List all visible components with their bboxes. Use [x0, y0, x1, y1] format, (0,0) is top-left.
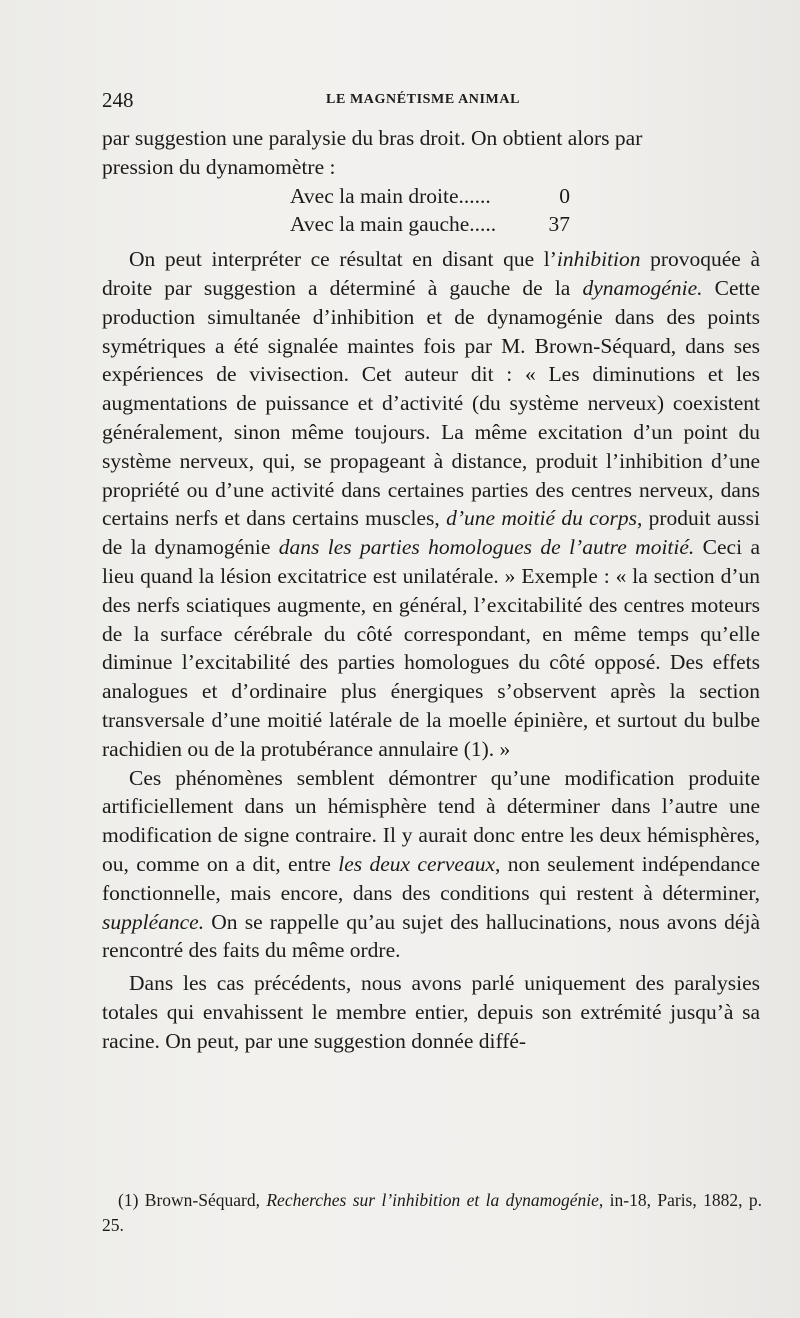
text-line: pression du dynamomètre :: [102, 154, 336, 179]
body-text: [102, 124, 760, 1056]
row-label: Avec la main gauche.....: [290, 212, 497, 237]
row-value: 0: [559, 183, 570, 208]
running-head: LE MAGNÉTISME ANIMAL: [326, 92, 521, 107]
text-line: par suggestion une paralysie du bras droit. On obtient alors par: [102, 126, 643, 150]
row-value: 37: [548, 212, 570, 237]
footnote: (1) Brown-Séquard, Recherches sur l’inhibition et la dynamogénie, in-18, Paris, 1882, p. 25.: [102, 1190, 762, 1235]
dynamometer-row-left: [290, 210, 570, 239]
page-number: 248: [102, 88, 134, 112]
paragraph-hemispheres: Ces phénomènes semblent démontrer qu’une modification produite artificiellement dans un hémisphère tend à déterminer dans l’autre une modification de signe contraire. Il y aurait donc entre les deux hémisphères, ou, comme on a dit, entre les deux cerveaux, non seulement indépendance fonctionnelle, mais encore, dans des conditions qui restent à déterminer, suppléance. On se rappelle qu’au sujet des hallucinations, nous avons déjà rencontré des faits du même ordre.: [102, 765, 760, 963]
paragraph-paralysies: Dans les cas précédents, nous avons parlé uniquement des paralysies totales qui envahissent le membre entier, depuis son extrémité jusqu’à sa racine. On peut, par une suggestion donnée diffé-: [102, 971, 760, 1053]
page-header: [102, 88, 762, 114]
dynamometer-row-right: [290, 182, 570, 211]
row-label: Avec la main droite......: [290, 183, 491, 208]
paragraph-inhibition: On peut interpréter ce résultat en disant que l’inhibition provoquée à droite par suggestion a déterminé à gauche de la dynamogénie. Cette production simultanée d’inhibition et de dynamogénie dans des points symétriques a été signalée maintes fois par M. Brown-Séquard, dans ses expériences de vivisection. Cet auteur dit : « Les diminutions et les augmentations de puissance et d’activité (du système nerveux) coexistent généralement, sinon même toujours. La même excitation d’un point du système nerveux, qui, se propageant à distance, produit l’inhibition d’une propriété ou d’une activité dans certaines parties des centres nerveux, dans certains nerfs et dans certains muscles, d’une moitié du corps, produit aussi de la dynamogénie dans les parties homologues de l’autre moitié. Ceci a lieu quand la lésion excitatrice est unilatérale. » Exemple : « la section d’un des nerfs sciatiques augmente, en général, l’excitabilité des centres moteurs de la surface cérébrale du côté correspondant, en même temps qu’elle diminue l’excitabilité des parties homologues du côté opposé. Des effets analogues et d’ordinaire plus énergiques s’observent après la section transversale d’une moitié latérale de la moelle épinière, et surtout du bulbe rachidien ou de la protubérance annulaire (1). »: [102, 247, 761, 761]
